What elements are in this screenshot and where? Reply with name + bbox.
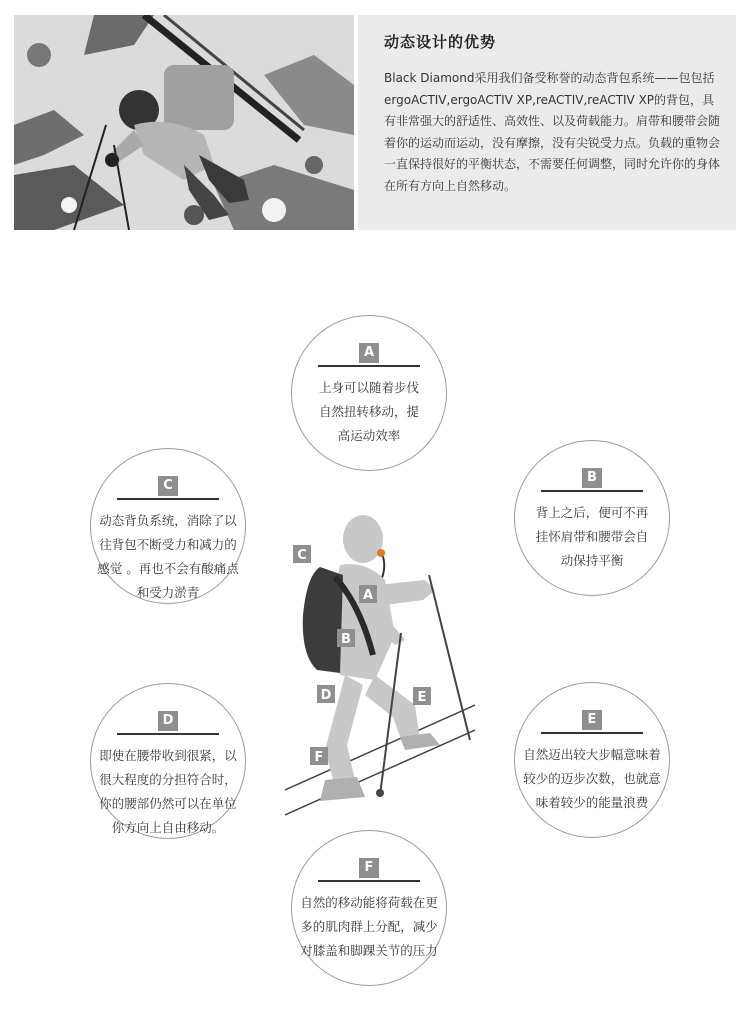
skier-photo bbox=[14, 15, 354, 230]
feature-text-f: 自然的移动能将荷载在更多的肌肉群上分配，减少对膝盖和脚踝关节的压力 bbox=[300, 895, 438, 958]
feature-circle-a bbox=[291, 315, 447, 471]
badge-b: B bbox=[582, 468, 602, 488]
feature-circle-f bbox=[291, 830, 447, 986]
feature-text-b: 背上之后，便可不再挂怀肩带和腰带会自动保持平衡 bbox=[535, 505, 649, 568]
feature-text-e: 自然迈出较大步幅意味着较少的迈步次数，也就意味着较少的能量浪费 bbox=[523, 747, 661, 810]
feature-circle-e bbox=[514, 682, 670, 838]
badge-f: F bbox=[359, 858, 379, 878]
intro-panel bbox=[358, 15, 736, 230]
hiker-figure bbox=[285, 505, 475, 835]
figure-label-a: A bbox=[362, 588, 374, 603]
divider bbox=[541, 490, 643, 492]
feature-circle-b bbox=[514, 440, 670, 596]
feature-text-a: 上身可以随着步伐自然扭转移动，提高运动效率 bbox=[318, 380, 419, 443]
badge-e: E bbox=[582, 710, 602, 730]
intro-title: 动态设计的优势 bbox=[384, 33, 497, 51]
figure-label-f: F bbox=[314, 750, 324, 765]
divider bbox=[541, 732, 643, 734]
divider bbox=[318, 880, 420, 882]
figure-label-c: C bbox=[297, 548, 307, 563]
divider bbox=[318, 365, 420, 367]
badge-d: D bbox=[158, 711, 178, 731]
figure-label-d: D bbox=[320, 688, 332, 703]
figure-label-e: E bbox=[417, 690, 427, 705]
divider bbox=[117, 733, 219, 735]
feature-circle-c bbox=[90, 448, 246, 604]
divider bbox=[117, 498, 219, 500]
feature-text-d: 即使在腰带收到很紧，以很大程度的分担符合时，你的腰部仍然可以在单位你方向上自由移动。 bbox=[99, 748, 237, 835]
feature-circle-d bbox=[90, 683, 246, 839]
badge-a: A bbox=[359, 343, 379, 363]
badge-c: C bbox=[158, 476, 178, 496]
feature-text-c: 动态背负系统，消除了以往背包不断受力和减力的感觉 。再也不会有酸痛点和受力淤青 bbox=[97, 513, 239, 600]
intro-body: Black Diamond采用我们备受称誉的动态背包系统——包包括ergoACTIV,ergoACTIV XP,reACTIV,reACTIV XP的背包，具有非常强大的舒适性、高效性、以及荷载能力。肩带和腰带会随着你的运动而运动，没有摩擦，没有尖锐受力点。负载的重物会一直保持很好的平衡状态，不需要任何调整，同时允许你的身体在所有方向上自然移动。 bbox=[384, 71, 721, 193]
figure-label-b: B bbox=[341, 632, 351, 647]
